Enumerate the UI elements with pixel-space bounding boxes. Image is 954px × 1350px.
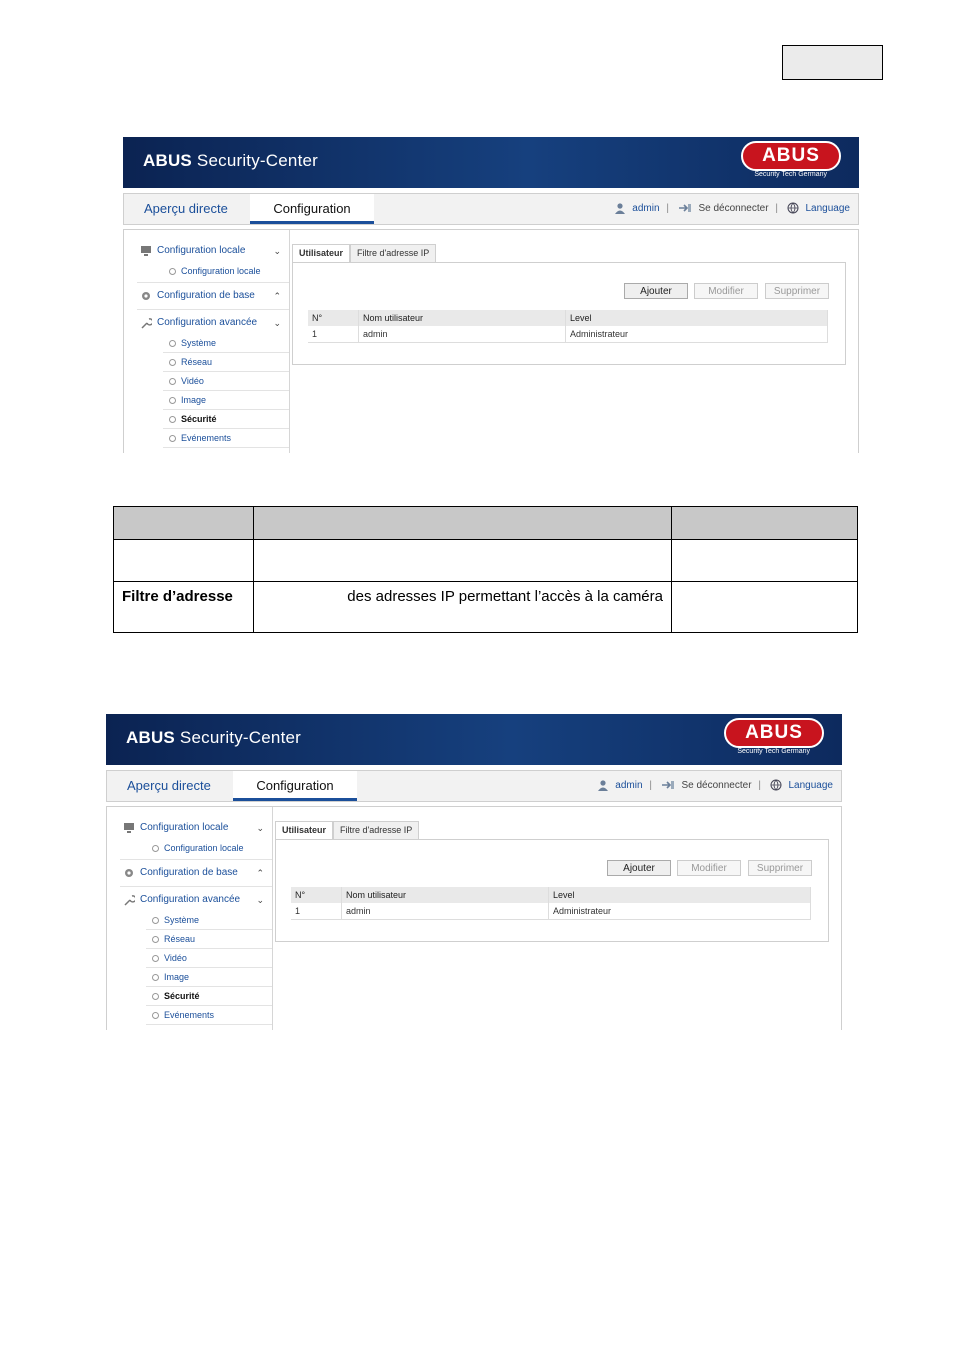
bullet-icon bbox=[169, 340, 176, 347]
bullet-icon bbox=[152, 917, 159, 924]
screenshot-2 bbox=[106, 714, 842, 1030]
add-button[interactable]: Ajouter bbox=[624, 283, 688, 299]
bullet-icon bbox=[169, 397, 176, 404]
menu-item-video[interactable]: Vidéo bbox=[163, 372, 289, 391]
col-header-number: N° bbox=[291, 887, 342, 903]
top-nav bbox=[123, 193, 859, 225]
menu-item-security[interactable]: Sécurité bbox=[163, 410, 289, 429]
delete-button[interactable]: Supprimer bbox=[748, 860, 812, 876]
logo-tagline: Security Tech Germany bbox=[754, 171, 827, 178]
chevron-up-icon: ⌃ bbox=[273, 291, 281, 301]
subtab-ip-filter[interactable]: Filtre d'adresse IP bbox=[350, 244, 436, 262]
globe-icon bbox=[770, 779, 782, 791]
users-box bbox=[292, 262, 846, 365]
monitor-icon bbox=[140, 245, 152, 257]
menu-sub-local-config[interactable]: Configuration locale bbox=[146, 839, 272, 857]
user-link[interactable]: admin bbox=[615, 780, 643, 791]
delete-button[interactable]: Supprimer bbox=[765, 283, 829, 299]
subtab-users[interactable]: Utilisateur bbox=[292, 244, 350, 263]
col-header-level: Level bbox=[566, 310, 828, 326]
table-row bbox=[114, 540, 858, 582]
chevron-down-icon: ⌄ bbox=[273, 246, 281, 256]
col-header-username: Nom utilisateur bbox=[342, 887, 549, 903]
menu-item-events[interactable]: Evénements bbox=[163, 429, 289, 448]
chevron-up-icon: ⌃ bbox=[256, 868, 264, 878]
bullet-icon bbox=[152, 955, 159, 962]
subtab-users[interactable]: Utilisateur bbox=[275, 821, 333, 840]
users-box bbox=[275, 839, 829, 942]
logo-tagline: Security Tech Germany bbox=[737, 748, 810, 755]
user-area: admin | Se déconnecter | Language bbox=[597, 771, 834, 801]
tab-live-view[interactable]: Aperçu directe bbox=[144, 201, 228, 216]
menu-local-config[interactable]: Configuration locale ⌄ bbox=[120, 817, 272, 839]
wrench-icon bbox=[123, 894, 135, 906]
logout-link[interactable]: Se déconnecter bbox=[698, 203, 769, 214]
menu-advanced-config[interactable]: Configuration avancée ⌄ bbox=[120, 889, 272, 911]
bullet-icon bbox=[152, 974, 159, 981]
bullet-icon bbox=[152, 1012, 159, 1019]
user-link[interactable]: admin bbox=[632, 203, 660, 214]
sidebar bbox=[120, 817, 272, 1025]
cell-ip-filter-desc: des adresses IP permettant l’accès à la caméra bbox=[254, 582, 672, 633]
menu-item-security[interactable]: Sécurité bbox=[146, 987, 272, 1006]
security-subtabs bbox=[275, 821, 831, 839]
bullet-icon bbox=[169, 416, 176, 423]
monitor-icon bbox=[123, 822, 135, 834]
users-table bbox=[308, 310, 828, 343]
security-content bbox=[292, 244, 848, 339]
tab-live-view[interactable]: Aperçu directe bbox=[127, 778, 211, 793]
menu-advanced-config[interactable]: Configuration avancée ⌄ bbox=[137, 312, 289, 334]
col-header-number: N° bbox=[308, 310, 359, 326]
menu-item-image[interactable]: Image bbox=[146, 968, 272, 987]
menu-local-config[interactable]: Configuration locale ⌄ bbox=[137, 240, 289, 262]
app-title: ABUS Security-Center bbox=[143, 151, 319, 170]
globe-icon bbox=[787, 202, 799, 214]
language-link[interactable]: Language bbox=[788, 780, 833, 791]
users-table bbox=[291, 887, 811, 920]
chevron-down-icon: ⌄ bbox=[273, 318, 281, 328]
subtab-ip-filter[interactable]: Filtre d'adresse IP bbox=[333, 821, 419, 839]
gear-icon bbox=[140, 290, 152, 302]
bullet-icon bbox=[169, 435, 176, 442]
abus-logo: ABUS bbox=[724, 718, 824, 748]
gear-icon bbox=[123, 867, 135, 879]
bullet-icon bbox=[169, 268, 176, 275]
screenshot-1 bbox=[123, 137, 859, 453]
menu-item-image[interactable]: Image bbox=[163, 391, 289, 410]
menu-item-system[interactable]: Système bbox=[146, 911, 272, 930]
table-row[interactable]: 1 admin Administrateur bbox=[308, 326, 828, 343]
logout-icon bbox=[678, 203, 692, 213]
page-corner-box bbox=[782, 45, 883, 80]
config-panel bbox=[123, 229, 859, 453]
menu-item-system[interactable]: Système bbox=[163, 334, 289, 353]
chevron-down-icon: ⌄ bbox=[256, 823, 264, 833]
table-row bbox=[114, 582, 858, 633]
table-header-row bbox=[114, 507, 858, 540]
security-content bbox=[275, 821, 831, 916]
menu-basic-config[interactable]: Configuration de base ⌃ bbox=[137, 285, 289, 307]
tab-configuration[interactable]: Configuration bbox=[250, 194, 374, 224]
bullet-icon bbox=[169, 378, 176, 385]
sidebar bbox=[137, 240, 289, 448]
menu-item-network[interactable]: Réseau bbox=[163, 353, 289, 372]
security-subtabs bbox=[292, 244, 848, 262]
chevron-down-icon: ⌄ bbox=[256, 895, 264, 905]
wrench-icon bbox=[140, 317, 152, 329]
menu-basic-config[interactable]: Configuration de base ⌃ bbox=[120, 862, 272, 884]
menu-item-events[interactable]: Evénements bbox=[146, 1006, 272, 1025]
menu-sub-local-config[interactable]: Configuration locale bbox=[163, 262, 289, 280]
app-banner bbox=[106, 714, 842, 765]
tab-configuration[interactable]: Configuration bbox=[233, 771, 357, 801]
bullet-icon bbox=[152, 845, 159, 852]
col-header-username: Nom utilisateur bbox=[359, 310, 566, 326]
menu-item-network[interactable]: Réseau bbox=[146, 930, 272, 949]
add-button[interactable]: Ajouter bbox=[607, 860, 671, 876]
user-icon bbox=[614, 202, 626, 214]
table-row[interactable]: 1 admin Administrateur bbox=[291, 903, 811, 920]
logout-icon bbox=[661, 780, 675, 790]
modify-button[interactable]: Modifier bbox=[677, 860, 741, 876]
app-title: ABUS Security-Center bbox=[126, 728, 302, 747]
logout-link[interactable]: Se déconnecter bbox=[681, 780, 752, 791]
cell-ip-filter-term: Filtre d’adresse bbox=[114, 582, 254, 633]
bullet-icon bbox=[152, 936, 159, 943]
abus-logo: ABUS bbox=[741, 141, 841, 171]
description-table bbox=[113, 506, 858, 633]
menu-item-video[interactable]: Vidéo bbox=[146, 949, 272, 968]
user-icon bbox=[597, 779, 609, 791]
language-link[interactable]: Language bbox=[805, 203, 850, 214]
app-banner bbox=[123, 137, 859, 188]
col-header-level: Level bbox=[549, 887, 811, 903]
user-area: admin | Se déconnecter | Language bbox=[614, 194, 851, 224]
top-nav bbox=[106, 770, 842, 802]
bullet-icon bbox=[152, 993, 159, 1000]
config-panel bbox=[106, 806, 842, 1030]
modify-button[interactable]: Modifier bbox=[694, 283, 758, 299]
bullet-icon bbox=[169, 359, 176, 366]
